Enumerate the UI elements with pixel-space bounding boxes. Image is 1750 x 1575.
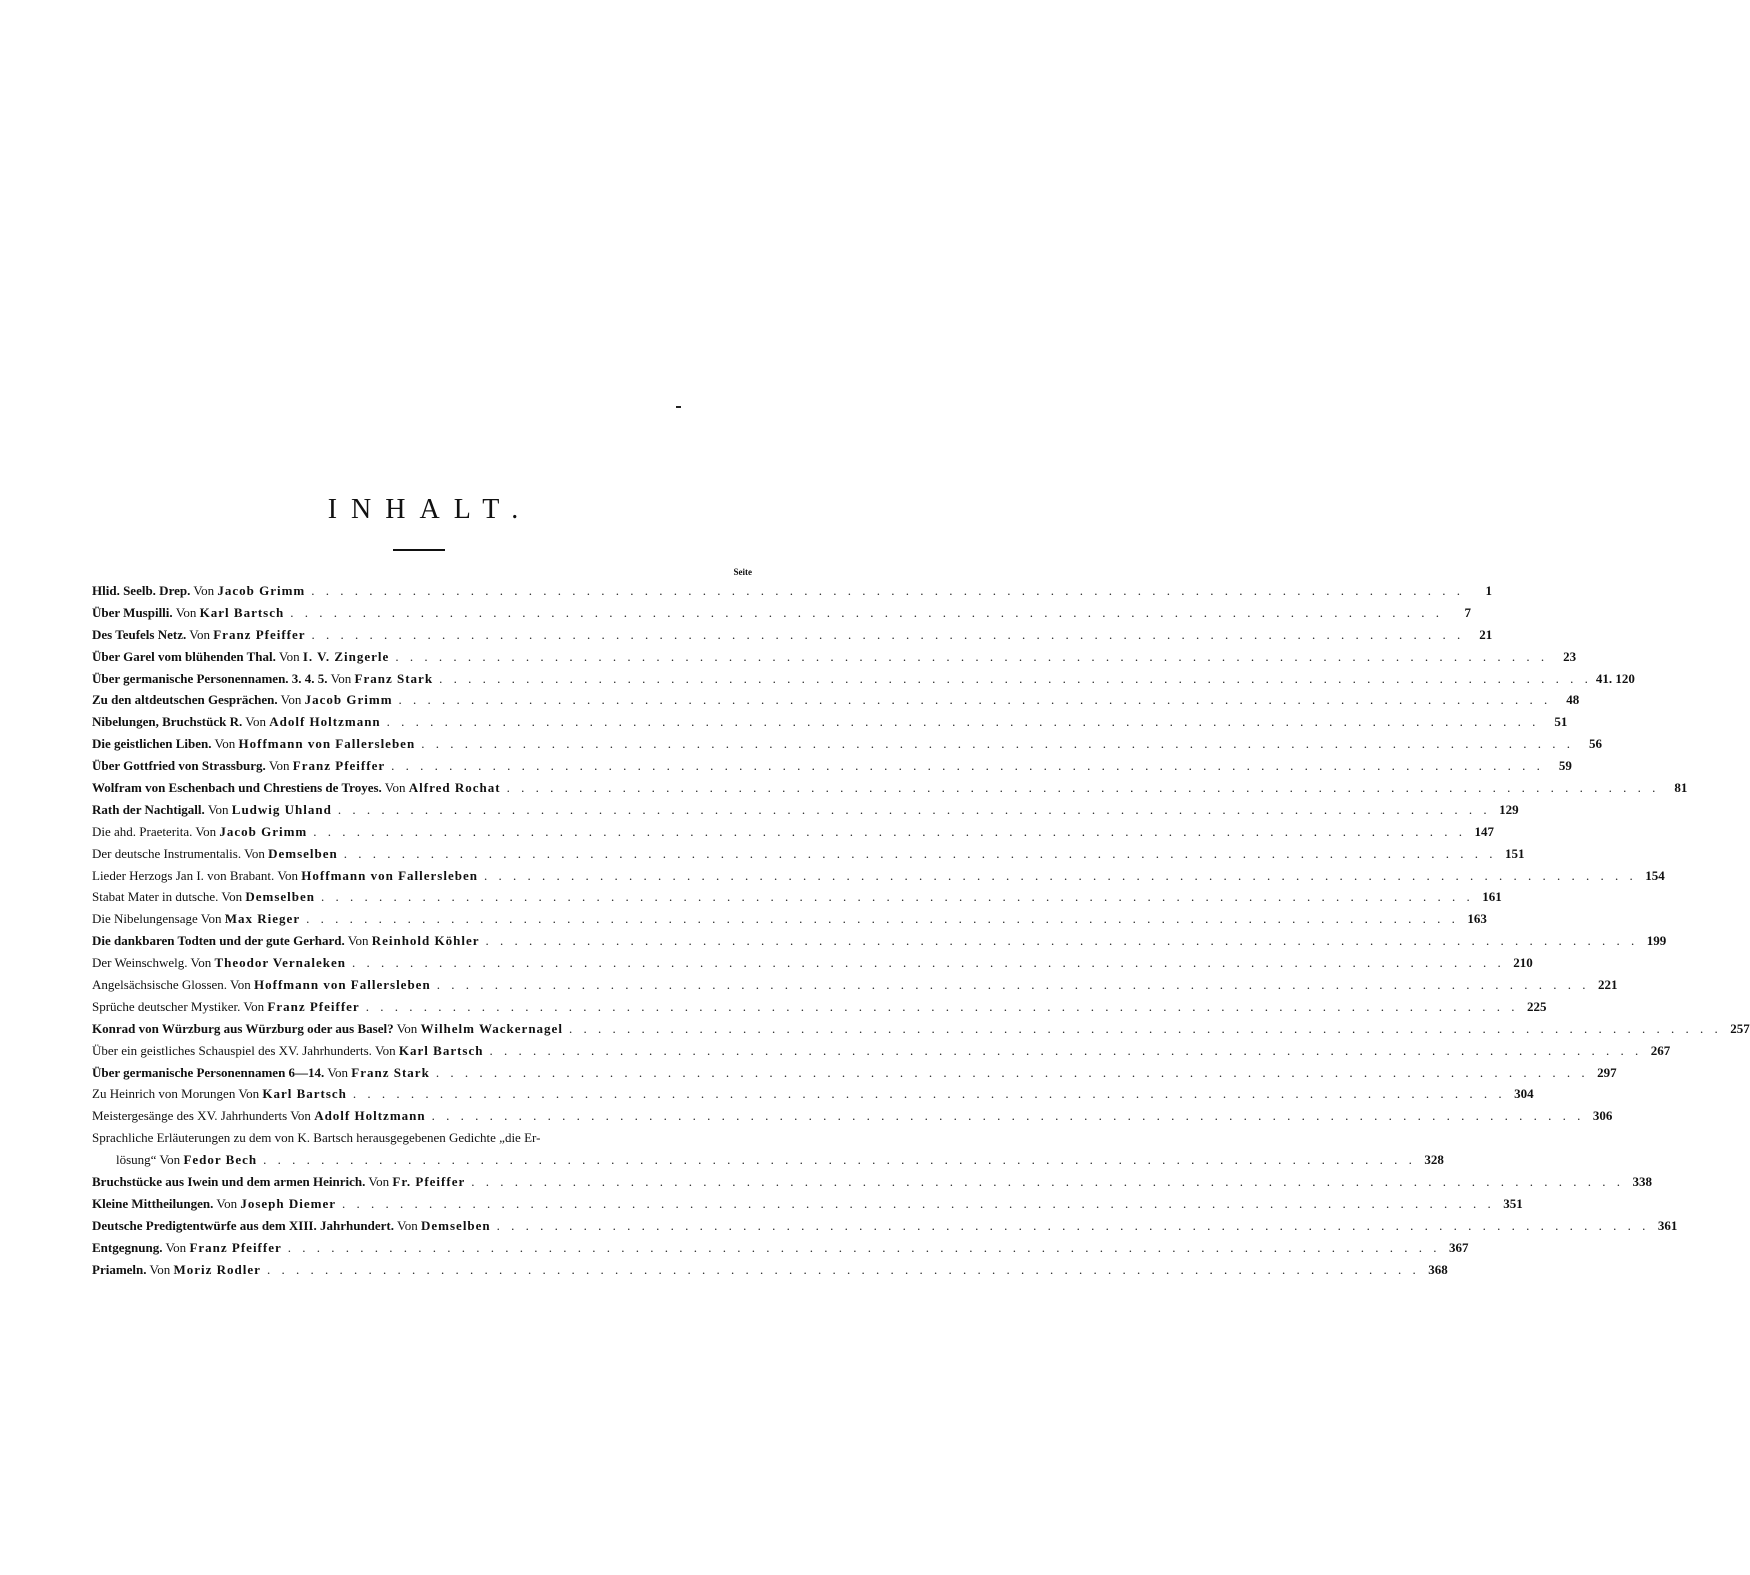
entry-page: 1: [1485, 582, 1492, 598]
entry-by: Von: [245, 714, 266, 730]
entry-title: Bruchstücke aus Iwein und dem armen Heinrich.: [92, 1174, 366, 1190]
leader-dots: [385, 755, 1544, 777]
toc-entry: [92, 689, 1580, 711]
toc-entry: [92, 865, 1665, 887]
entry-by: Von: [149, 1261, 171, 1277]
entry-page: 56: [1588, 736, 1602, 752]
entry-author: Reinhold Köhler: [371, 933, 480, 949]
entry-page: 59: [1558, 758, 1572, 774]
entry-text: [92, 602, 284, 624]
entry-author: Alfred Rochat: [408, 780, 501, 795]
entry-page: 154: [1645, 867, 1665, 883]
toc-entry: [92, 952, 1533, 974]
entry-page: 163: [1467, 911, 1487, 927]
entry-page: 51: [1554, 714, 1568, 730]
print-speck: [676, 406, 681, 408]
entry-text: [92, 1193, 336, 1215]
entry-title: Nibelungen, Bruchstück R.: [92, 714, 243, 730]
entry-author: Theodor Vernaleken: [214, 955, 346, 971]
entry-page: 41. 120: [1595, 670, 1635, 686]
entry-by: Von: [290, 1108, 311, 1124]
entry-text: [92, 821, 307, 843]
entry-page: 338: [1632, 1174, 1652, 1190]
entry-page: 151: [1505, 845, 1525, 861]
entry-by: Von: [238, 1086, 260, 1102]
entry-title: Über germanische Personennamen 6—14.: [92, 1064, 325, 1080]
toc-entry: [92, 733, 1602, 755]
leader-dots: [284, 602, 1443, 624]
entry-text: [92, 1105, 426, 1127]
entry-page: 221: [1597, 977, 1618, 993]
entry-title: Die dankbaren Todten und der gute Gerhard.: [92, 933, 345, 949]
entry-text: [92, 952, 346, 974]
entry-author: Franz Stark: [354, 670, 434, 686]
entry-by: Von: [278, 648, 300, 664]
entry-author: Franz Stark: [351, 1064, 430, 1080]
leader-dots: [465, 1171, 1624, 1193]
entry-author: Jacob Grimm: [304, 692, 393, 708]
toc-entry: [92, 1105, 1613, 1127]
entry-title: Die ahd. Praeterita.: [92, 823, 193, 839]
entry-page: 23: [1563, 648, 1577, 664]
entry-author: Demselben: [245, 889, 316, 905]
entry-by: Von: [397, 1217, 418, 1233]
entry-by: Von: [327, 1064, 349, 1080]
toc-entry: [92, 1193, 1523, 1215]
toc-entry: [92, 799, 1519, 821]
leader-dots: [393, 689, 1552, 711]
entry-by: Von: [396, 1020, 418, 1036]
toc-entry: [92, 974, 1618, 996]
leader-dots: [433, 668, 1592, 690]
entry-author: Karl Bartsch: [199, 604, 285, 620]
leader-dots: [282, 1237, 1441, 1259]
entry-author: Demselben: [421, 1217, 491, 1233]
entry-title: Meistergesänge des XV. Jahrhunderts: [92, 1108, 288, 1124]
entry-title: Der Weinschwelg.: [92, 955, 188, 971]
entry-page: 328: [1424, 1152, 1444, 1168]
entry-text: [92, 843, 338, 865]
entry-by: Von: [193, 582, 215, 598]
leader-dots: [478, 865, 1637, 887]
entry-title: Über ein geistliches Schauspiel des XV. Jahrhunderts.: [92, 1042, 372, 1058]
toc-entry: [92, 624, 1493, 646]
entry-author: Demselben: [268, 845, 338, 861]
entry-title: Über Gottfried von Strassburg.: [92, 758, 266, 774]
entry-text: [92, 865, 478, 887]
entry-title: Über Muspilli.: [92, 604, 173, 620]
entry-author: Franz Pfeiffer: [267, 998, 360, 1014]
entry-title: Entgegnung.: [92, 1239, 163, 1255]
entry-author: Franz Pfeiffer: [292, 758, 386, 774]
toc-entry: [92, 930, 1667, 952]
entry-text: [92, 1237, 282, 1259]
toc-entry: [92, 1083, 1534, 1105]
toc-entry: [92, 908, 1487, 930]
entry-author: Jacob Grimm: [219, 823, 308, 839]
entry-text: [92, 755, 385, 777]
entry-text: [92, 689, 393, 711]
entry-page: 210: [1513, 955, 1533, 971]
entry-by: Von: [347, 933, 369, 949]
toc-entry: [92, 843, 1525, 865]
entry-title: Konrad von Würzburg aus Würzburg oder aus Basel?: [92, 1020, 394, 1036]
entry-text: [116, 1149, 257, 1171]
entry-page: 225: [1526, 998, 1547, 1014]
leader-dots: [426, 1105, 1585, 1127]
entry-by: Von: [280, 692, 302, 708]
toc-entry: [92, 1018, 1750, 1040]
entry-by: Von: [200, 911, 222, 927]
toc-entry: [92, 886, 1502, 908]
leader-dots: [338, 843, 1497, 865]
entry-text: [92, 711, 381, 733]
leader-dots: [347, 1083, 1506, 1105]
entry-title: Wolfram von Eschenbach und Chrestiens de Troyes.: [92, 780, 382, 795]
toc-entry: [92, 1215, 1678, 1237]
entry-title: Die Nibelungensage: [92, 911, 198, 927]
entry-page: 257: [1730, 1020, 1750, 1036]
entry-author: Ludwig Uhland: [231, 801, 332, 817]
entry-title: Lieder Herzogs Jan I. von Brabant.: [92, 867, 275, 883]
entry-title: Rath der Nachtigall.: [92, 801, 205, 817]
entry-title: Sprachliche Erläuterungen zu dem von K. Bartsch herausgegebenen Gedichte „die Er-: [92, 1130, 541, 1146]
leader-dots: [415, 733, 1574, 755]
toc-entry: [92, 1259, 1448, 1281]
entry-page: 129: [1499, 801, 1519, 817]
entry-by: Von: [175, 604, 197, 620]
entry-page: 81: [1674, 780, 1688, 795]
entry-text: [92, 1083, 347, 1105]
entry-title: Sprüche deutscher Mystiker.: [92, 998, 241, 1014]
entry-title: Stabat Mater in dutsche.: [92, 889, 219, 905]
leader-dots: [563, 1018, 1722, 1040]
entry-author: Karl Bartsch: [398, 1042, 484, 1058]
entry-by: Von: [244, 845, 265, 861]
entry-author: Fr. Pfeiffer: [392, 1174, 466, 1190]
entry-author: Fedor Bech: [183, 1152, 258, 1168]
entry-page: 304: [1514, 1086, 1534, 1102]
entry-by: Von: [368, 1174, 390, 1190]
entry-title: Zu den altdeutschen Gesprächen.: [92, 692, 278, 708]
entry-text: [92, 777, 501, 799]
leader-dots: [480, 930, 1639, 952]
entry-by: Von: [195, 823, 217, 839]
table-of-contents: [92, 580, 1750, 1281]
entry-by: Von: [268, 758, 290, 774]
toc-entry: [92, 1040, 1671, 1062]
entry-page: 199: [1646, 933, 1667, 949]
entry-title: Hlid. Seelb. Drep.: [92, 582, 191, 598]
entry-by: Von: [384, 780, 406, 795]
entry-text: [92, 1215, 491, 1237]
toc-entry: [92, 821, 1494, 843]
entry-author: Max Rieger: [224, 911, 301, 927]
entry-title: Des Teufels Netz.: [92, 626, 187, 642]
leader-dots: [389, 646, 1548, 668]
entry-text: [92, 668, 433, 690]
entry-page: 21: [1479, 626, 1493, 642]
entry-title: Priameln.: [92, 1261, 147, 1277]
entry-by: Von: [230, 977, 251, 993]
leader-dots: [501, 777, 1660, 799]
entry-author: Hoffmann von Fallersleben: [254, 977, 431, 993]
toc-entry: [92, 580, 1492, 602]
entry-page: 361: [1657, 1217, 1678, 1233]
entry-by: Von: [190, 955, 212, 971]
toc-entry: [92, 602, 1471, 624]
entry-text: [92, 799, 332, 821]
entry-title: Über germanische Personennamen. 3. 4. 5.: [92, 670, 328, 686]
leader-dots: [484, 1040, 1643, 1062]
entry-author: Karl Bartsch: [262, 1086, 347, 1102]
entry-by: Von: [221, 889, 243, 905]
leader-dots: [381, 711, 1540, 733]
entry-title: Angelsächsische Glossen.: [92, 977, 228, 993]
entry-author: Franz Pfeiffer: [189, 1239, 282, 1255]
entry-text: [92, 733, 415, 755]
leader-dots: [336, 1193, 1495, 1215]
leader-dots: [261, 1259, 1420, 1281]
entry-author: Adolf Holtzmann: [314, 1108, 426, 1124]
entry-text: [92, 1171, 465, 1193]
entry-title: Zu Heinrich von Morungen: [92, 1086, 236, 1102]
entry-by: Von: [214, 736, 236, 752]
toc-entry: [92, 1127, 1444, 1171]
leader-dots: [306, 624, 1465, 646]
toc-entry: [92, 1237, 1469, 1259]
entry-title-cont: lösung“: [116, 1152, 157, 1168]
toc-entry: [92, 668, 1635, 690]
leader-dots: [360, 996, 1519, 1018]
entry-by: Von: [374, 1042, 396, 1058]
entry-author: Franz Pfeiffer: [213, 626, 306, 642]
entry-page: 7: [1464, 604, 1471, 620]
leader-dots: [315, 886, 1474, 908]
entry-author: Joseph Diemer: [240, 1195, 337, 1211]
entry-text: [92, 930, 480, 952]
entry-page: 351: [1503, 1195, 1523, 1211]
toc-entry: [92, 1171, 1652, 1193]
entry-text: [92, 1018, 563, 1040]
entry-text: [92, 996, 360, 1018]
entry-line: [92, 1127, 754, 1149]
toc-entry: [92, 777, 1688, 799]
entry-title: Über Garel vom blühenden Thal.: [92, 648, 276, 664]
leader-dots: [332, 799, 1491, 821]
entry-text: [92, 580, 305, 602]
entry-page: 267: [1650, 1042, 1671, 1058]
entry-text: [92, 1062, 430, 1084]
entry-author: Wilhelm Wackernagel: [420, 1020, 563, 1036]
entry-text: [92, 1040, 484, 1062]
page-title: INHALT.: [327, 494, 533, 525]
entry-text: [92, 908, 300, 930]
leader-dots: [431, 974, 1590, 996]
leader-dots: [491, 1215, 1650, 1237]
entry-by: Von: [330, 670, 352, 686]
toc-entry: [92, 1062, 1617, 1084]
entry-by: Von: [165, 1239, 187, 1255]
toc-entry: [92, 711, 1568, 733]
entry-author: Hoffmann von Fallersleben: [238, 736, 416, 752]
entry-by: Von: [207, 801, 229, 817]
entry-page: 297: [1597, 1064, 1617, 1080]
entry-title: Deutsche Predigtentwürfe aus dem XIII. Jahrhundert.: [92, 1217, 395, 1233]
toc-entry: [92, 755, 1572, 777]
toc-entry: [92, 996, 1547, 1018]
entry-line: [92, 1149, 1444, 1171]
leader-dots: [430, 1062, 1589, 1084]
entry-by: Von: [159, 1152, 181, 1168]
entry-by: Von: [189, 626, 210, 642]
entry-author: Moriz Rodler: [173, 1261, 261, 1277]
entry-text: [92, 974, 431, 996]
entry-author: I. V. Zingerle: [302, 648, 390, 664]
title-rule: [393, 549, 445, 551]
page-column-label: Seite: [733, 567, 752, 577]
entry-page: 368: [1428, 1261, 1448, 1277]
entry-author: Jacob Grimm: [217, 582, 306, 598]
entry-page: 147: [1474, 823, 1494, 839]
leader-dots: [346, 952, 1505, 974]
entry-by: Von: [243, 998, 265, 1014]
entry-text: [92, 624, 306, 646]
entry-author: Hoffmann von Fallersleben: [301, 867, 478, 883]
entry-page: 367: [1449, 1239, 1469, 1255]
entry-page: 48: [1566, 692, 1580, 708]
leader-dots: [305, 580, 1464, 602]
entry-by: Von: [277, 867, 299, 883]
entry-author: Adolf Holtzmann: [269, 714, 381, 730]
entry-text: [92, 886, 315, 908]
leader-dots: [300, 908, 1459, 930]
entry-title: Der deutsche Instrumentalis.: [92, 845, 242, 861]
leader-dots: [257, 1149, 1416, 1171]
entry-title: Kleine Mittheilungen.: [92, 1195, 214, 1211]
entry-text: [92, 1259, 261, 1281]
leader-dots: [307, 821, 1466, 843]
toc-entry: [92, 646, 1577, 668]
entry-title: Die geistlichen Liben.: [92, 736, 212, 752]
entry-page: 161: [1482, 889, 1502, 905]
entry-text: [92, 646, 389, 668]
entry-page: 306: [1592, 1108, 1613, 1124]
entry-by: Von: [216, 1195, 238, 1211]
